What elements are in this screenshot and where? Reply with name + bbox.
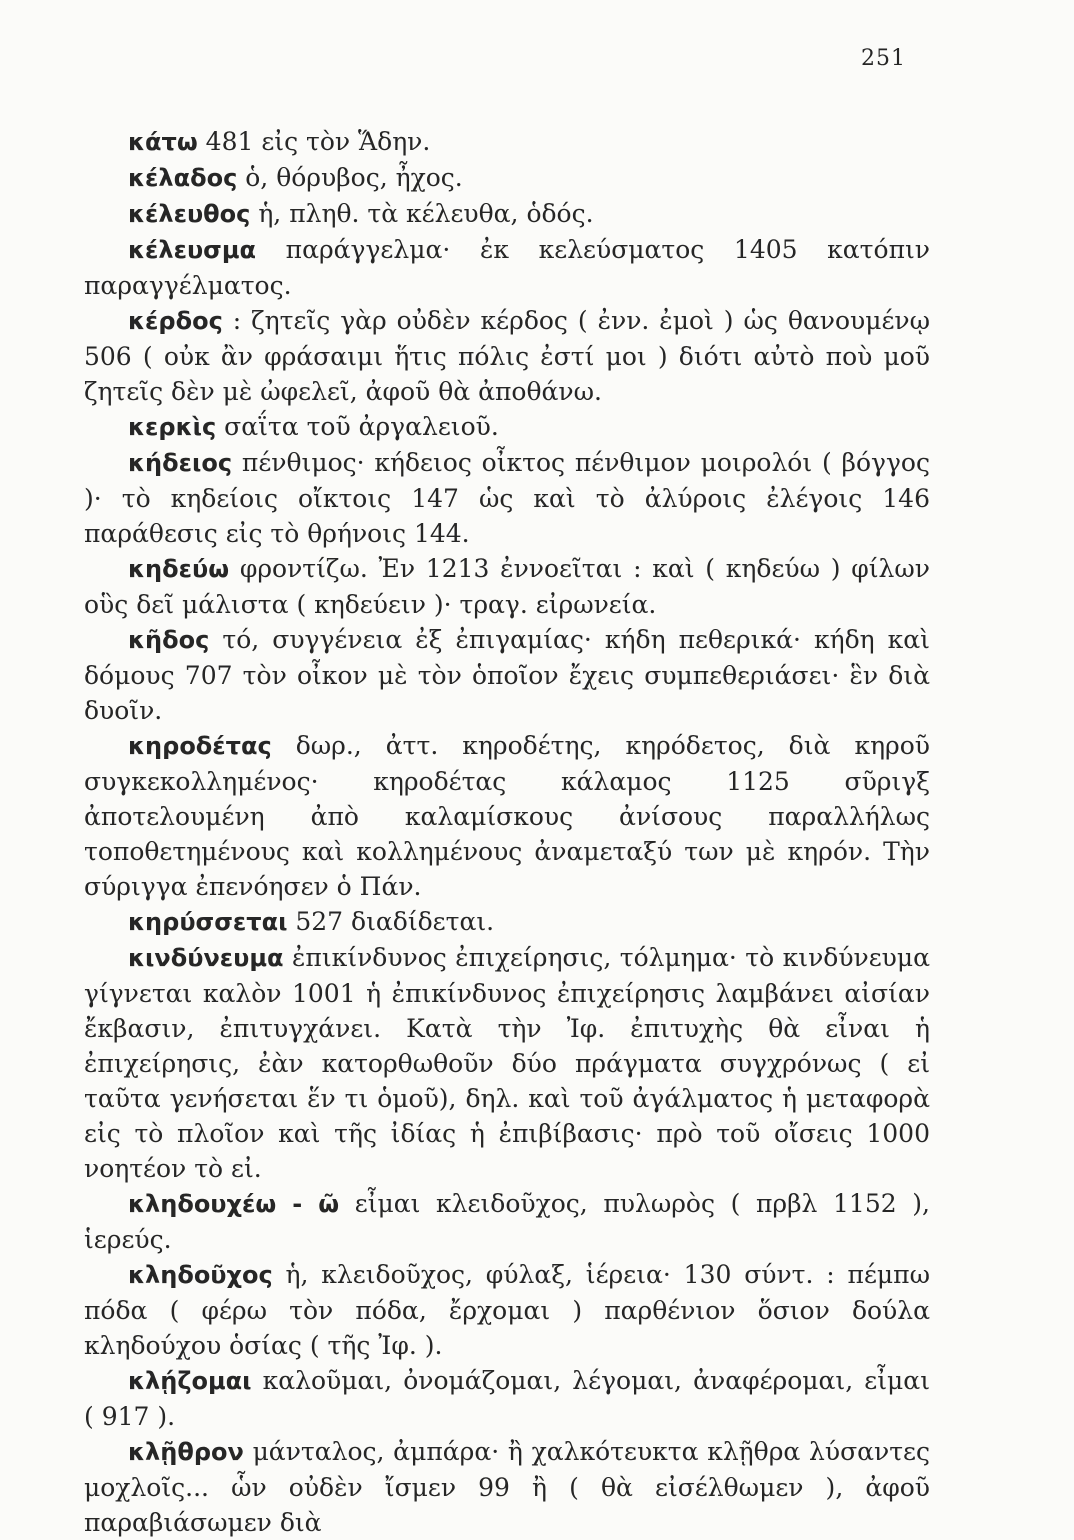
definition: 481 εἰς τὸν Ἅδην.: [197, 127, 431, 156]
entry-klezomai: [84, 1363, 930, 1434]
entry-kerodetas: [84, 728, 930, 904]
entry-kerkis: [84, 409, 930, 445]
definition: φροντίζω. Ἐν 1213 ἐννοεῖται : καὶ ( κηδεύω ) φίλων οὓς δεῖ μάλιστα ( κηδεύειν )· τραγ. εἰρωνεία.: [84, 554, 930, 619]
headword: κέλευσμα: [128, 236, 257, 264]
entry-kedos: [84, 622, 930, 728]
entry-kledoucheo: [84, 1186, 930, 1257]
page-number: 251: [861, 46, 906, 71]
entry-keleusma: [84, 232, 930, 303]
entry-kerdos: [84, 303, 930, 409]
headword: κέλαδος: [128, 164, 238, 192]
definition: ἡ, πληθ. τὰ κέλευθα, ὁδός.: [250, 199, 594, 228]
definition: ἐπικίνδυνος ἐπιχείρησις, τόλμημα· τὸ κινδύνευμα γίγνεται καλὸν 1001 ἡ ἐπικίνδυνος ἐπιχείρησις λαμβάνει αἰσίαν ἔκβασιν, ἐπιτυγχάνει. Κατὰ τὴν Ἰφ. ἐπιτυχὴς θὰ εἶναι ἡ ἐπιχείρησις, ἐὰν κατορθωθοῦν δύο πράγματα συγχρόνως ( εἰ ταῦτα γενήσεται ἕν τι ὁμοῦ), δηλ. καὶ τοῦ ἀγάλματος ἡ μεταφορὰ εἰς τὸ πλοῖον καὶ τῆς ἰδίας ἡ ἐπιβίβασις· πρὸ τοῦ οἴσεις 1000 νοητέον τὸ εἰ.: [84, 943, 930, 1183]
definition: καλοῦμαι, ὀνομάζομαι, λέγομαι, ἀναφέρομαι, εἶμαι ( 917 ).: [84, 1366, 930, 1431]
entry-kato: [84, 124, 930, 160]
entry-kelados: [84, 160, 930, 196]
headword: κάτω: [128, 128, 198, 156]
headword: κέλευθος: [128, 200, 251, 228]
definition: μάνταλος, ἀμπάρα· ἢ χαλκότευκτα κλῇθρα λύσαντες μοχλοῖς... ὧν οὐδὲν ἴσμεν 99 ἢ ( θὰ εἰσέλθωμεν ), ἀφοῦ παραβιάσωμεν διὰ: [84, 1437, 930, 1537]
entry-kedeuo: [84, 551, 930, 622]
entry-kledouchos: [84, 1257, 930, 1363]
headword: κηρύσσεται: [128, 908, 288, 936]
headword: κλῄζομαι: [128, 1367, 252, 1395]
entry-kedeios: [84, 445, 930, 551]
headword: κῆδος: [128, 626, 210, 654]
headword: κηδεύω: [128, 555, 230, 583]
definition: σαΐτα τοῦ ἀργαλειοῦ.: [216, 412, 499, 441]
headword: κληδουχέω - ῶ: [128, 1190, 340, 1218]
headword: κέρδος: [128, 307, 223, 335]
dictionary-entries: [84, 124, 930, 1540]
definition: εἶμαι κλειδοῦχος, πυλωρὸς ( πρβλ 1152 ), ἱερεύς.: [84, 1189, 930, 1254]
entry-kleithron: [84, 1434, 930, 1540]
headword: κληδοῦχος: [128, 1261, 273, 1289]
headword: κλῇθρον: [128, 1438, 244, 1466]
headword: κερκὶς: [128, 413, 217, 441]
definition: ἡ, κλειδοῦχος, φύλαξ, ἱέρεια· 130 σύντ. : πέμπω πόδα ( φέρω τὸν πόδα, ἔρχομαι ) παρθένιον ὅσιον δούλα κληδούχου ὁσίας ( τῆς Ἰφ. ).: [84, 1260, 930, 1360]
entry-keleuthos: [84, 196, 930, 232]
definition: πένθιμος· κήδειος οἶκτος πένθιμον μοιρολόι ( βόγγος )· τὸ κηδείοις οἴκτοις 147 ὡς καὶ τὸ ἀλύροις ἐλέγοις 146 παράθεσις εἰς τὸ θρήνοις 144.: [84, 448, 930, 548]
definition: : ζητεῖς γὰρ οὐδὲν κέρδος ( ἐνν. ἐμοὶ ) ὡς θανουμένῳ 506 ( οὐκ ἂν φράσαιμι ἥτις πόλις ἐστί μοι ) διότι αὐτὸ ποὺ μοῦ ζητεῖς δὲν μὲ ὠφελεῖ, ἀφοῦ θὰ ἀποθάνω.: [84, 306, 930, 406]
headword: κηροδέτας: [128, 732, 272, 760]
definition: 527 διαδίδεται.: [287, 907, 495, 936]
definition: δωρ., ἀττ. κηροδέτης, κηρόδετος, διὰ κηροῦ συγκεκολλημένος· κηροδέτας κάλαμος 1125 σῦριγξ ἀποτελουμένη ἀπὸ καλαμίσκους ἀνίσους παραλλήλως τοποθετημένους καὶ κολλημένους ἀναμεταξύ των μὲ κηρόν. Τὴν σύριγγα ἐπενόησεν ὁ Πάν.: [84, 731, 930, 901]
headword: κήδειος: [128, 449, 233, 477]
entry-kindyneuma: [84, 940, 930, 1186]
headword: κινδύνευμα: [128, 944, 284, 972]
entry-kerussetai: [84, 904, 930, 940]
definition: τό, συγγένεια ἐξ ἐπιγαμίας· κήδη πεθερικά· κήδη καὶ δόμους 707 τὸν οἶκον μὲ τὸν ὁποῖον ἔχεις συμπεθεριάσει· ἓν διὰ δυοῖν.: [84, 625, 930, 725]
definition: ὁ, θόρυβος, ἦχος.: [237, 163, 463, 192]
definition: παράγγελμα· ἐκ κελεύσματος 1405 κατόπιν παραγγέλματος.: [84, 235, 930, 300]
